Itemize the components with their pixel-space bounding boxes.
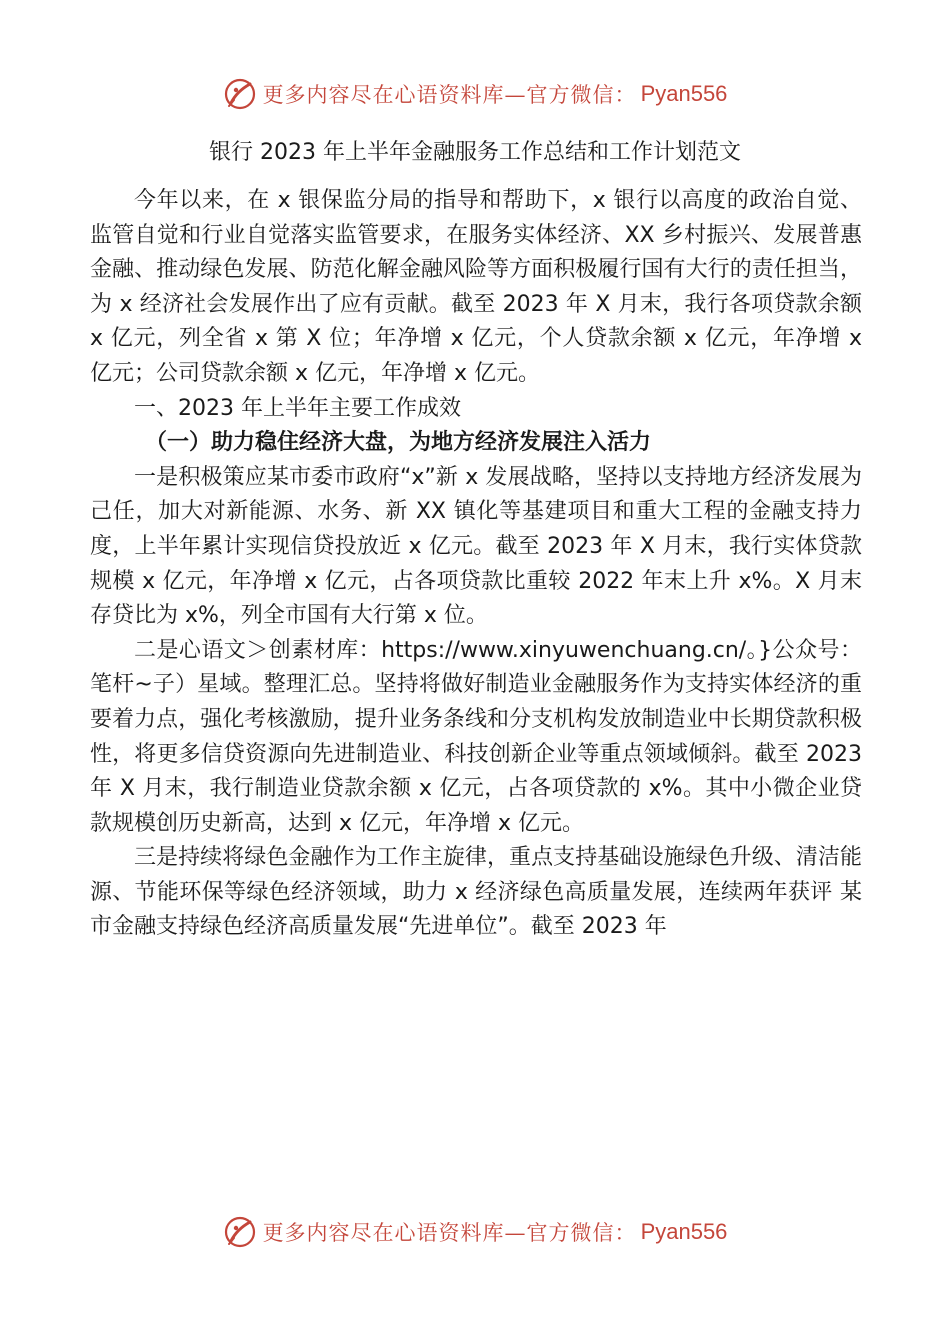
brush-logo-icon — [223, 77, 257, 111]
header-banner — [0, 74, 950, 114]
paragraph-intro: 今年以来，在 x 银保监分局的指导和帮助下，x 银行以高度的政治自觉、监管自觉和行业自觉落实监管要求，在服务实体经济、XX 乡村振兴、发展普惠金融、推动绿色发展、防范化解金融风险等方面积极履行国有大行的责任担当，为 x 经济社会发展作出了应有贡献。截至 2023 年 X 月末，我行各项贷款余额 x 亿元，列全省 x 第 X 位；年净增 x 亿元，个人贷款余额 x 亿元，年净增 x 亿元；公司贷款余额 x 亿元，年净增 x 亿元。 — [90, 188, 862, 386]
brush-logo-icon — [223, 1215, 257, 1249]
header-banner-text: 更多内容尽在心语资料库—官方微信： — [262, 83, 637, 107]
document-title: 银行 2023 年上半年金融服务工作总结和工作计划范文 — [209, 140, 741, 165]
paragraph-two: 二是心语文＞创素材库：https://www.xinyuwenchuang.cn/。}公众号：笔杆~子）星域。整理汇总。坚持将做好制造业金融服务作为支持实体经济的重要着力点，强化考核激励，提升业务条线和分支机构发放制造业中长期贷款积极性，将更多信贷资源向先进制造业、科技创新企业等重点领域倾斜。截至 2023 年 X 月末，我行制造业贷款余额 x 亿元，占各项贷款的 x%。其中小微企业贷款规模创历史新高，达到 x 亿元，年净增 x 亿元。 — [90, 637, 862, 836]
paragraph-one: 一是积极策应某市委市政府“x”新 x 发展战略，坚持以支持地方经济发展为己任，加大对新能源、水务、新 XX 镇化等基建项目和重大工程的金融支持力度，上半年累计实现信贷投放近 x 亿元。截至 2023 年 X 月末，我行实体贷款规模 x 亿元，年净增 x 亿元，占各项贷款比重较 2022 年末上升 x%。X 月末存贷比为 x%，列全市国有大行第 x 位。 — [90, 464, 862, 629]
section-heading: 一、2023 年上半年主要工作成效 — [134, 395, 461, 421]
paragraph-three: 三是持续将绿色金融作为工作主旋律，重点支持基础设施绿色升级、清洁能源、节能环保等绿色经济领域，助力 x 经济绿色高质量发展，连续两年获评 某市金融支持绿色经济高质量发展“先进单位”。截至 2023 年 — [90, 845, 862, 940]
footer-wechat-id: Pyan556 — [640, 1219, 728, 1244]
subsection-heading: （一）助力稳住经济大盘，为地方经济发展注入活力 — [145, 430, 652, 456]
header-wechat-id: Pyan556 — [640, 81, 728, 106]
footer-banner-text: 更多内容尽在心语资料库—官方微信： — [262, 1221, 637, 1245]
footer-banner — [0, 1212, 950, 1252]
document-body — [90, 184, 862, 945]
